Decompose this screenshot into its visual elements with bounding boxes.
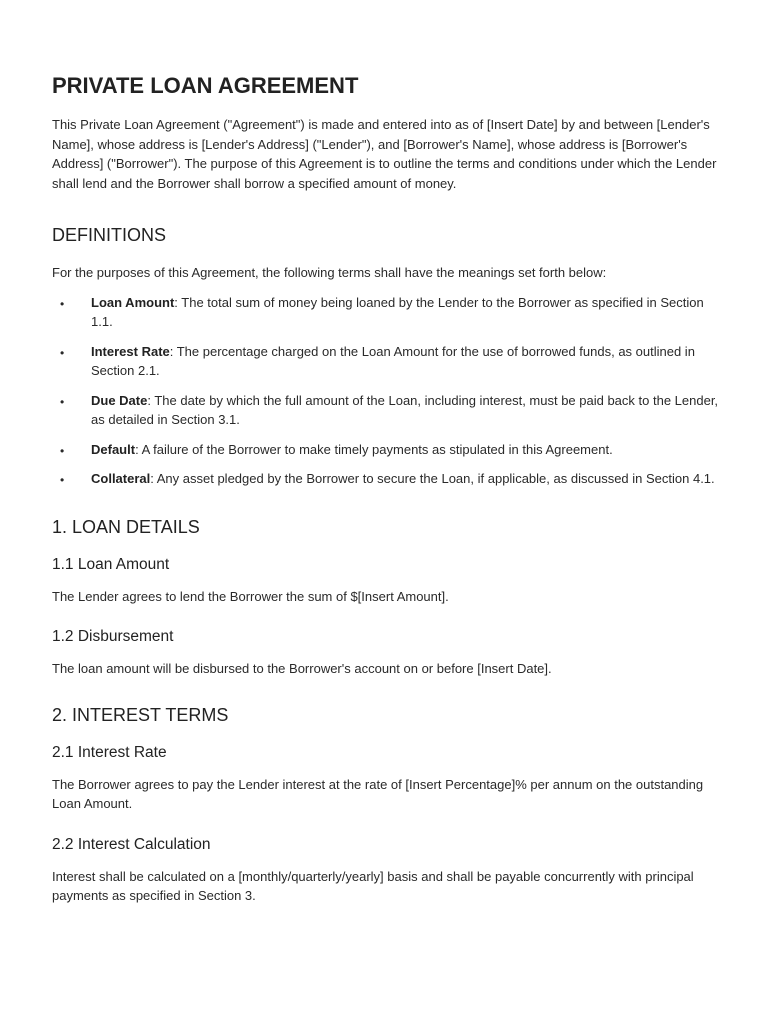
subsection-heading: 1.2 Disbursement [52,628,174,645]
section-heading: 2. INTEREST TERMS [52,704,229,725]
definitions-heading: DEFINITIONS [52,225,167,245]
definition-text: : The date by which the full amount of the Loan, including interest, must be paid back to the Lender, as detailed in Section 3.1. [91,392,719,427]
subsection-disbursement [52,627,724,679]
section-loan-details [52,515,724,679]
definitions-lead: For the purposes of this Agreement, the following terms shall have the meanings set forth below: [52,265,607,280]
definition-text: : The total sum of money being loaned by the Lender to the Borrower as specified in Section 1.1. [91,294,704,329]
definition-term: Interest Rate [91,343,170,359]
section-heading: 1. LOAN DETAILS [52,516,200,537]
definition-text: : Any asset pledged by the Borrower to secure the Loan, if applicable, as discussed in Section 4.1. [150,471,715,486]
definition-term: Default [91,441,136,457]
definition-term: Due Date [91,392,148,408]
subsection-heading: 1.1 Loan Amount [52,555,170,573]
subsection-heading: 2.2 Interest Calculation [52,835,211,853]
definition-text: : A failure of the Borrower to make timely payments as stipulated in this Agreement. [135,441,613,457]
definition-item-default [52,440,724,460]
subsection-heading: 2.1 Interest Rate [52,743,167,761]
document-page [52,72,724,930]
bullet-icon: • [60,394,65,409]
subsection-text: The loan amount will be disbursed to the Borrower's account on or before [Insert Date]. [52,661,552,676]
bullet-icon: • [60,473,65,487]
document-title: PRIVATE LOAN AGREEMENT [52,73,359,98]
intro-paragraph: This Private Loan Agreement ("Agreement") is made and entered into as of [Insert Date] by and between [Lender's Name], whose address is [Lender's Address] ("Lender"), and [Borrower's Name], whose address is [Borrower's Address] ("Borrower"). The purpose of this Agreement is to outline the terms and conditions under which the Lender shall lend and the Borrower shall borrow a specified amount of money. [52,117,717,191]
subsection-text: The Lender agrees to lend the Borrower the sum of $[Insert Amount]. [52,588,449,604]
bullet-icon: • [60,296,65,311]
definition-item-interest-rate [52,342,724,381]
subsection-text: Interest shall be calculated on a [monthly/quarterly/yearly] basis and shall be payable concurrently with principal payments as specified in Section 3. [52,868,694,903]
subsection-interest-rate [52,743,724,814]
subsection-text: The Borrower agrees to pay the Lender interest at the rate of [Insert Percentage]% per annum on the outstanding Loan Amount. [52,776,704,811]
definition-item-due-date [52,391,724,430]
definition-term: Loan Amount [91,294,175,310]
definition-item-loan-amount [52,293,724,332]
definitions-list [52,293,724,489]
bullet-icon: • [60,345,65,360]
bullet-icon: • [60,443,65,458]
definition-term: Collateral [91,471,151,486]
definition-text: : The percentage charged on the Loan Amount for the use of borrowed funds, as outlined in Section 2.1. [91,343,695,378]
subsection-loan-amount [52,555,724,607]
subsection-interest-calculation [52,835,724,906]
definition-item-collateral [52,469,724,489]
section-interest-terms [52,703,724,906]
